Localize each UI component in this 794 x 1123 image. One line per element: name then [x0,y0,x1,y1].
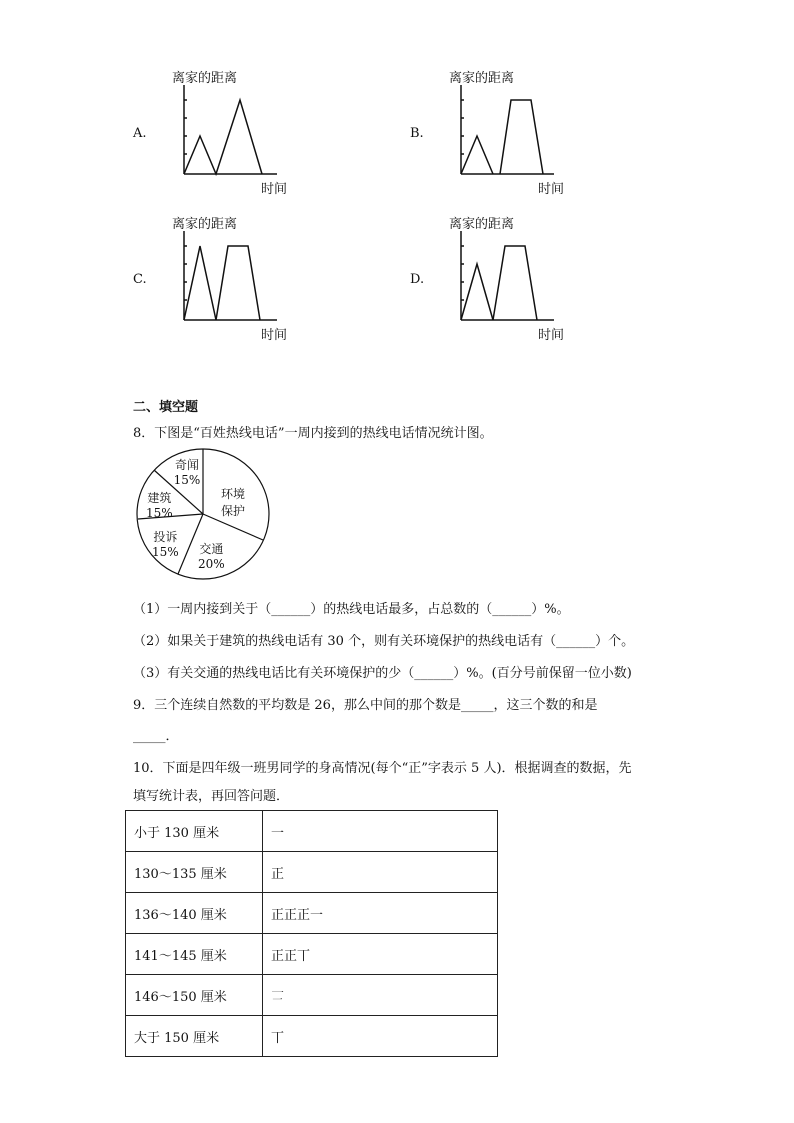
section-title: 二、填空题 [133,400,199,415]
table-row [126,852,498,893]
pie-slice-tousu [152,530,179,560]
q8-intro: 8．下图是“百姓热线电话”一周内接到的热线电话情况统计图。 [133,426,493,441]
table-row [126,1016,498,1057]
pie-slice-qiwen [172,458,202,488]
q10-line2: 填写统计表，再回答问题． [133,789,290,804]
q9-line1: 9．三个连续自然数的平均数是 26，那么中间的那个数是_____，这三个数的和是 [133,698,598,713]
table-row [126,934,498,975]
range-cell: 136～140 厘米 [126,893,263,934]
slice-name: 奇闻 [174,458,199,472]
range-cell: 146～150 厘米 [126,975,263,1016]
option-b-letter: B. [410,126,424,141]
option-b-ylabel: 离家的距离 [449,71,515,86]
distance-line-2 [493,246,537,320]
q8-part2: （2）如果关于建筑的热线电话有 30 个，则有关环境保护的热线电话有（______）个。 [133,634,635,649]
q9-line2: _____． [133,729,179,744]
pie-slice-jianzhu [146,491,173,521]
tally-cell: 𠄟 [263,975,498,1016]
tally-cell: 正 [263,852,498,893]
tally-cell: 丅 [263,1016,498,1057]
table-row [126,893,498,934]
option-b-xlabel: 时间 [538,182,565,197]
option-d-graph [459,231,559,330]
option-d-xlabel: 时间 [538,328,565,343]
option-d-letter: D. [410,272,425,287]
range-cell: 小于 130 厘米 [126,811,263,852]
slice-value: 15% [146,506,173,520]
range-cell: 141～145 厘米 [126,934,263,975]
distance-line-1 [184,246,216,320]
table-row [126,975,498,1016]
distance-line [184,100,262,174]
option-a-graph [182,85,282,184]
pie-slice-huanjing [221,486,245,520]
option-c-letter: C. [133,272,147,287]
pie-slice-jiaotong [198,542,225,572]
height-tally-table [125,810,498,1057]
q8-part1: （1）一周内接到关于（______）的热线电话最多，占总数的（______）%。 [133,602,570,617]
option-a-xlabel: 时间 [261,182,288,197]
slice-name: 环境 [221,487,246,501]
distance-line-2 [216,246,260,320]
range-cell: 130～135 厘米 [126,852,263,893]
option-d-ylabel: 离家的距离 [449,217,515,232]
tally-cell: 正正正一 [263,893,498,934]
slice-name-2: 保护 [221,504,246,518]
range-cell: 大于 150 厘米 [126,1016,263,1057]
slice-name: 交通 [199,542,224,556]
option-a-ylabel: 离家的距离 [172,71,238,86]
slice-name: 投诉 [153,530,178,544]
option-c-xlabel: 时间 [261,328,288,343]
tally-cell: 一 [263,811,498,852]
slice-value: 15% [152,545,179,559]
slice-value: 20% [198,557,225,571]
distance-line-1 [461,136,493,174]
slice-value: 15% [173,473,201,487]
distance-line-2 [500,100,543,174]
pie-chart [136,448,272,586]
option-c-graph [182,231,282,330]
option-c-ylabel: 离家的距离 [172,217,238,232]
option-a-letter: A. [133,126,147,141]
option-b-graph [459,85,559,184]
q8-part3: （3）有关交通的热线电话比有关环境保护的少（______）%。(百分号前保留一位小数) [133,666,632,681]
distance-line-1 [461,264,493,320]
table-row [126,811,498,852]
slice-name: 建筑 [147,491,172,505]
q10-line1: 10．下面是四年级一班男同学的身高情况(每个“正”字表示 5 人)．根据调查的数据，先 [133,761,632,776]
tally-cell: 正正丅 [263,934,498,975]
